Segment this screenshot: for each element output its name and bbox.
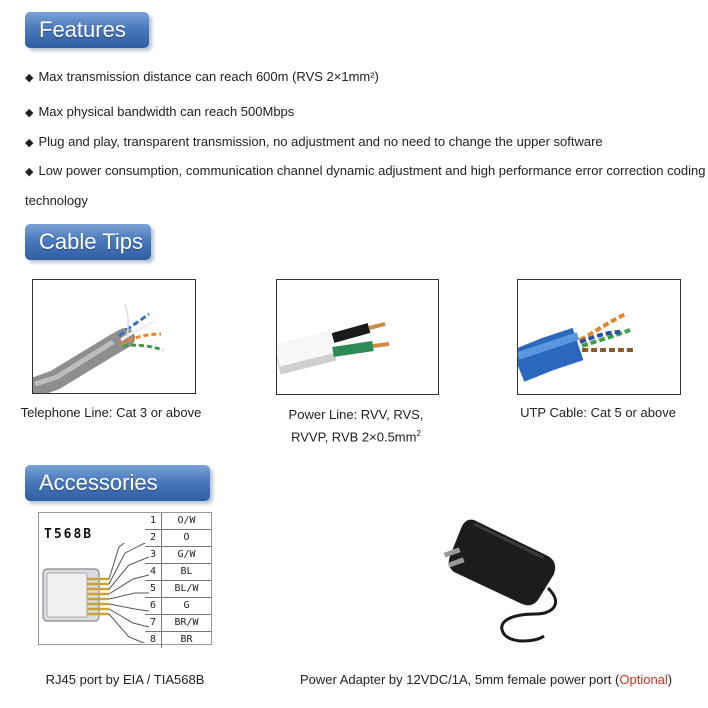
diamond-bullet-icon: ◆ (25, 107, 34, 119)
pin-color: G (183, 600, 190, 611)
utp-cable-photo (517, 279, 681, 395)
t568b-label: T568B (44, 527, 94, 542)
pin-color: BL/W (174, 583, 199, 594)
pin-row (145, 632, 211, 648)
pin-table (145, 513, 211, 648)
telephone-line-caption: Telephone Line: Cat 3 or above (20, 405, 202, 420)
pin-color: O/W (177, 515, 196, 526)
adapter-caption-text: Power Adapter by 12VDC/1A, 5mm female power port ( (300, 672, 620, 687)
power-line-photo (276, 279, 439, 395)
diamond-bullet-icon: ◆ (25, 137, 34, 149)
pin-row (145, 598, 211, 615)
pin-number: 2 (145, 530, 162, 546)
rj45-caption: RJ45 port by EIA / TIA568B (45, 672, 205, 687)
pin-row (145, 564, 211, 581)
pin-color: BR/W (174, 617, 199, 628)
pin-color: G/W (177, 549, 196, 560)
superscript: 2 (416, 429, 421, 438)
adapter-caption-end: ) (667, 672, 673, 687)
cable-tips-heading: Cable Tips (25, 224, 151, 260)
pin-row (145, 513, 211, 530)
feature-text: Max transmission distance can reach 600m (RVS 2×1mm²) (38, 69, 379, 84)
adapter-caption (300, 672, 700, 687)
optional-label: Optional (619, 672, 668, 687)
power-cable-icon (277, 280, 438, 394)
diamond-bullet-icon: ◆ (25, 166, 34, 178)
power-adapter-icon (440, 512, 570, 648)
features-heading: Features (25, 12, 149, 48)
utp-cable-caption: UTP Cable: Cat 5 or above (520, 405, 676, 420)
rj45-diagram (38, 512, 212, 645)
pin-number: 1 (145, 513, 162, 529)
telephone-cable-icon (33, 280, 195, 393)
feature-item (25, 69, 379, 84)
pin-number: 6 (145, 598, 162, 614)
power-line-caption-line1: Power Line: RVV, RVS, (288, 407, 424, 422)
rj45-connector-icon (39, 543, 149, 643)
pin-number: 8 (145, 632, 162, 648)
pin-number: 7 (145, 615, 162, 631)
pin-number: 3 (145, 547, 162, 563)
pin-number: 5 (145, 581, 162, 597)
feature-text: Plug and play, transparent transmission, no adjustment and no need to change the upper software (38, 134, 603, 149)
accessories-heading: Accessories (25, 465, 210, 501)
power-line-caption-line2 (256, 424, 456, 446)
utp-cable-icon (518, 280, 680, 394)
pin-row (145, 581, 211, 598)
pin-color: O (183, 532, 190, 543)
diamond-bullet-icon: ◆ (25, 72, 34, 84)
telephone-line-photo (32, 279, 196, 394)
pin-row (145, 530, 211, 547)
power-line-caption-text: RVVP, RVB 2×0.5mm (291, 429, 417, 445)
feature-text: Max physical bandwidth can reach 500Mbps (38, 104, 295, 119)
feature-wrap-text: technology (25, 193, 88, 208)
power-line-caption (256, 405, 456, 446)
pin-color: BL (180, 566, 193, 577)
feature-item (25, 104, 294, 119)
feature-text: Low power consumption, communication channel dynamic adjustment and high performance error correction coding (38, 163, 706, 178)
pin-row (145, 615, 211, 632)
pin-number: 4 (145, 564, 162, 580)
feature-item (25, 163, 705, 178)
feature-item (25, 134, 603, 149)
pin-color: BR (180, 634, 193, 645)
pin-row (145, 547, 211, 564)
